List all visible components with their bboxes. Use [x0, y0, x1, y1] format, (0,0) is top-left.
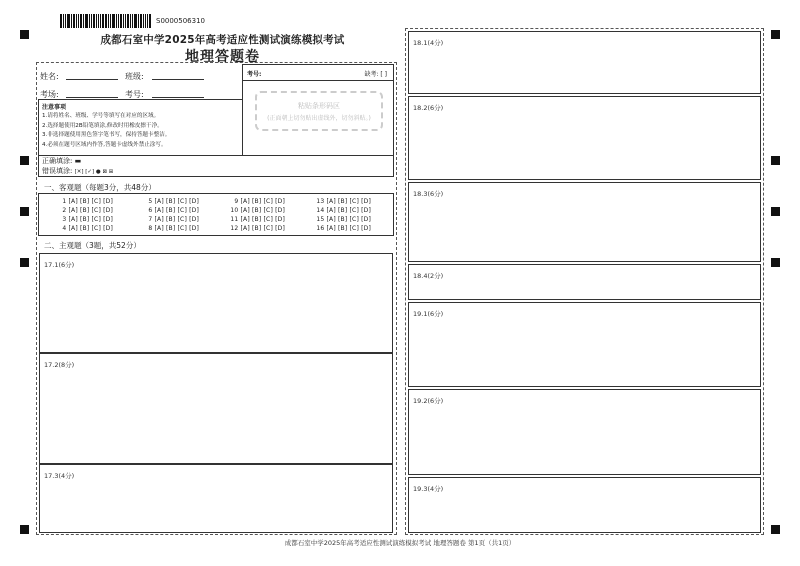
- seat-field[interactable]: [66, 97, 118, 98]
- objective-question-11[interactable]: 11 [A] [B] [C] [D]: [230, 216, 285, 223]
- fill-example-box: [38, 155, 394, 177]
- correct-fill-symbol: ▬: [74, 157, 82, 165]
- answer-area-19-1[interactable]: [408, 302, 761, 387]
- positioning-mark: [771, 156, 780, 165]
- objective-heading: 一、客观题（每题3分，共48分）: [44, 183, 156, 192]
- answer-area-17-3[interactable]: [39, 464, 393, 533]
- question-label: 19.2(6分): [413, 397, 444, 405]
- objective-question-16[interactable]: 16 [A] [B] [C] [D]: [316, 225, 371, 232]
- objective-question-13[interactable]: 13 [A] [B] [C] [D]: [316, 198, 371, 205]
- exam-number-box: [242, 64, 394, 156]
- exam-box-header: [243, 65, 393, 81]
- objective-question-7[interactable]: 7 [A] [B] [C] [D]: [148, 216, 199, 223]
- sticker-title: 粘贴条形码区: [298, 102, 340, 110]
- objective-question-4[interactable]: 4 [A] [B] [C] [D]: [62, 225, 113, 232]
- wrong-fill-label: 错误填涂:: [42, 167, 73, 175]
- exam-box-number-label: 考号:: [247, 71, 262, 78]
- positioning-mark: [771, 207, 780, 216]
- page-footer: 成都石室中学2025年高考适应性测试演练模拟考试 地理答题卷 第1页（共1页）: [284, 539, 516, 547]
- objective-question-2[interactable]: 2 [A] [B] [C] [D]: [62, 207, 113, 214]
- objective-question-10[interactable]: 10 [A] [B] [C] [D]: [230, 207, 285, 214]
- notes-item: 4.必须在题号区域内作答,答题卡虚线外禁止涂写。: [42, 141, 167, 148]
- positioning-mark: [20, 525, 29, 534]
- school-title: 成都石室中学2025年高考适应性测试演练模拟考试: [100, 34, 345, 46]
- objective-question-1[interactable]: 1 [A] [B] [C] [D]: [62, 198, 113, 205]
- sticker-note: (正面朝上切勿贴出虚线外，切勿斜贴。): [267, 115, 371, 122]
- name-label: 姓名:: [40, 72, 59, 81]
- class-field[interactable]: [152, 79, 204, 80]
- notes-item: 1.请将姓名、班级、学号等填写在对应的区域。: [42, 113, 160, 119]
- question-label: 18.2(6分): [413, 104, 444, 112]
- objective-question-6[interactable]: 6 [A] [B] [C] [D]: [148, 207, 199, 214]
- positioning-mark: [771, 30, 780, 39]
- answer-area-19-3[interactable]: [408, 477, 761, 533]
- objective-answer-grid: [38, 193, 394, 236]
- answer-area-17-2[interactable]: [39, 353, 393, 464]
- question-label: 17.2(8分): [44, 361, 75, 369]
- notes-box: [38, 99, 243, 156]
- positioning-mark: [771, 525, 780, 534]
- question-label: 19.1(6分): [413, 310, 444, 318]
- answer-area-17-1[interactable]: [39, 253, 393, 353]
- correct-fill-row: [42, 156, 81, 166]
- wrong-fill-row: [42, 166, 113, 176]
- objective-question-15[interactable]: 15 [A] [B] [C] [D]: [316, 216, 371, 223]
- question-label: 17.1(6分): [44, 261, 75, 269]
- correct-fill-label: 正确填涂:: [42, 157, 73, 165]
- sheet-title: 地理答题卷: [185, 49, 260, 65]
- absent-checkbox[interactable]: 缺考: [ ]: [364, 71, 387, 78]
- objective-question-5[interactable]: 5 [A] [B] [C] [D]: [148, 198, 199, 205]
- wrong-fill-symbols: [✕] [✓] ● ⊠ ⊞: [74, 169, 114, 175]
- objective-question-9[interactable]: 9 [A] [B] [C] [D]: [234, 198, 285, 205]
- class-label: 班级:: [125, 72, 144, 81]
- name-field[interactable]: [66, 79, 118, 80]
- objective-question-8[interactable]: 8 [A] [B] [C] [D]: [148, 225, 199, 232]
- question-label: 19.3(4分): [413, 485, 444, 493]
- question-label: 18.1(4分): [413, 39, 444, 47]
- positioning-mark: [20, 258, 29, 267]
- question-label: 17.3(4分): [44, 472, 75, 480]
- answer-area-18-3[interactable]: [408, 182, 761, 262]
- barcode-sticker-area: [255, 91, 383, 131]
- positioning-mark: [20, 30, 29, 39]
- positioning-mark: [20, 156, 29, 165]
- answer-area-18-4[interactable]: [408, 264, 761, 300]
- notes-item: 3.非选择题使用黑色签字笔书写，保持答题卡整洁。: [42, 132, 171, 139]
- answer-area-18-2[interactable]: [408, 96, 761, 180]
- seat-label: 考场:: [40, 90, 59, 99]
- question-label: 18.4(2分): [413, 272, 444, 280]
- objective-question-12[interactable]: 12 [A] [B] [C] [D]: [230, 225, 285, 232]
- exam-no-field[interactable]: [152, 97, 204, 98]
- positioning-mark: [20, 207, 29, 216]
- objective-question-3[interactable]: 3 [A] [B] [C] [D]: [62, 216, 113, 223]
- notes-title: 注意事项: [42, 104, 67, 111]
- notes-item: 2.选择题使用2B铅笔填涂,修改时用橡皮擦干净。: [42, 122, 163, 129]
- answer-area-18-1[interactable]: [408, 31, 761, 94]
- exam-no-label: 考号:: [125, 90, 144, 99]
- barcode-number: S0000506310: [156, 17, 205, 25]
- objective-question-14[interactable]: 14 [A] [B] [C] [D]: [316, 207, 371, 214]
- positioning-mark: [771, 258, 780, 267]
- subjective-heading: 二、主观题（3题，共52分）: [44, 241, 141, 250]
- barcode: [60, 14, 152, 28]
- answer-area-19-2[interactable]: [408, 389, 761, 475]
- question-label: 18.3(6分): [413, 190, 444, 198]
